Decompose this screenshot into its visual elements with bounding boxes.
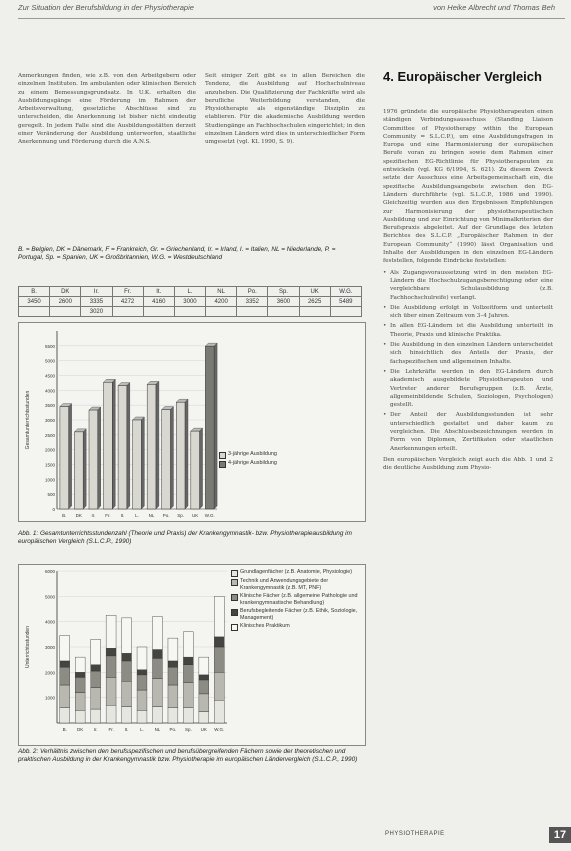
bar-side	[170, 407, 173, 509]
hours-table	[18, 286, 362, 317]
x-tick-label: Fr.	[108, 727, 114, 732]
bar-segment	[199, 712, 209, 723]
x-tick-label: Po.	[169, 727, 177, 732]
legend-item	[219, 451, 315, 459]
x-tick-label: NL	[148, 513, 155, 518]
bar-segment	[153, 658, 163, 678]
y-tick-label: 5000	[44, 358, 55, 364]
bar-segment	[214, 672, 224, 700]
bar-segment	[168, 667, 178, 685]
bar-side	[98, 407, 101, 509]
y-tick-label: 0	[52, 507, 55, 512]
bar-segment	[153, 679, 163, 707]
section-title: 4. Europäischer Vergleich	[383, 69, 542, 84]
x-tick-label: It.	[124, 727, 129, 732]
list-item: • Die Lehrkräfte werden in den EG-Ländern durch akademisch ausgebildete Physiotherapeuten und Vertreter anderer Berufsgruppen (z.B. Ärzte, allgemeinbildende Schulen, Soziologen, Psychologen) gestellt.	[383, 368, 553, 409]
bar-side	[185, 399, 188, 509]
col3-intro: 1976 gründete die europäische Physiotherapeuten einen ständigen Verbindungsausschuss (Standing Liaison Committee of Physiotherapy within the European Community = S.L.C.P.), um eine Ausbildungsfragen in Europa und eine Harmonisierung der europäischen Berufe voran zu bringen sowie dem Rahmen einer spezifischen EG-Richtlinie für Physiotherapeuten zu entwickeln (vgl. KG 6/1994, S. 621). Zu diesem Zweck setzte der Ausschuss eine Arbeitsgemeinschaft ein, die spezifische Ausbildungsangebote zwischen den EG-Ländern durchführte (vgl. S.L.C.P., 1986 und 1990). Gleichzeitig wurden aus den Ergebnissen Empfehlungen zur Harmonisierung der physiotherapeutischen Ausbildung und zur Einrichtung von Minimalkriterien der Berufspraxis abgeleitet. Auf der Grundlage des letzten Berichtes des S.L.C.P. „Europäischer Rahmen in der European Community“ (1990) lässt Organisation und Inhalte der Ausbildungen in den einzelnen EG-Ländern feststellen, folgende Eindrücke feststellen:	[383, 109, 553, 265]
legend-item	[231, 608, 359, 622]
bar-segment	[122, 618, 132, 653]
table-cell: 2600	[50, 297, 81, 307]
table-row	[19, 297, 362, 307]
x-tick-label: DK	[75, 513, 82, 518]
legend-label: Berufsbegleitende Fächer (z.B. Ethik, Soziologie, Management)	[240, 608, 358, 621]
legend-swatch	[219, 452, 226, 459]
legend-label: Technik und Anwendungsgebiete der Krankengymnastik (z.B. MT, PNF)	[240, 578, 329, 591]
bar	[162, 410, 171, 509]
table-cell	[237, 307, 268, 317]
list-item: • In allen EG-Ländern ist die Ausbildung unterteilt in Theorie, Praxis und klinische Praktika.	[383, 322, 553, 339]
y-tick-label: 1500	[44, 462, 55, 468]
x-tick-label: W.G.	[204, 513, 215, 518]
y-tick-label: 1000	[44, 477, 55, 483]
legend-label: Grundlagenfächer (z.B. Anatomie, Physiologie)	[240, 569, 353, 575]
x-tick-label: Fr.	[105, 513, 111, 518]
bar-segment	[214, 647, 224, 672]
y-tick-label: 5000	[44, 594, 55, 600]
x-tick-label: UK	[200, 727, 207, 732]
figure-1	[18, 322, 366, 522]
y-tick-label: 4500	[44, 373, 55, 379]
table-header-cell: Fr.	[112, 287, 143, 297]
list-item: • Die Ausbildung erfolgt in Vollzeitform und unterteilt sich über einen Zeitraum von 3–4 Jahren.	[383, 304, 553, 321]
bar-segment	[60, 661, 70, 667]
table-cell	[19, 307, 50, 317]
bar-segment	[168, 638, 178, 661]
table-row	[19, 307, 362, 317]
page-number: 17	[549, 827, 571, 843]
bar-side	[83, 429, 86, 509]
bar-segment	[75, 693, 85, 711]
table-header-cell: W.G.	[330, 287, 361, 297]
bar-segment	[214, 596, 224, 637]
table-cell: 3335	[81, 297, 112, 307]
table-header-cell: Po.	[237, 287, 268, 297]
table-cell: 4272	[112, 297, 143, 307]
legend-label: Klinisches Praktikum	[240, 623, 290, 629]
list-item: • Als Zugangsvoraussetzung wird in den meisten EG-Ländern die Hochschulzugangsberechtigung oder eine vergleichbare Schulausbildung (z.B. Fachhochschulreife) verlangt.	[383, 269, 553, 302]
bar	[147, 384, 156, 509]
bar	[191, 431, 200, 509]
table-header-cell: It.	[143, 287, 174, 297]
bar-segment	[106, 656, 116, 678]
bar-segment	[168, 708, 178, 723]
y-tick-label: 3000	[44, 418, 55, 423]
y-tick-label: 5500	[44, 343, 55, 349]
bar-segment	[122, 661, 132, 681]
figure-1-caption: Abb. 1: Gesamtunterrichtsstundenzahl (Theorie und Praxis) der Krankengymnastik- bzw. Physiotherapieausbildung im europäischen Vergleich (S.L.C.P., 1990)	[18, 530, 352, 546]
bar-segment	[214, 700, 224, 723]
x-tick-label: Ir.	[91, 513, 96, 518]
bar-side	[112, 379, 115, 509]
bar-segment	[106, 615, 116, 648]
header-left: Zur Situation der Berufsbildung in der Physiotherapie	[18, 3, 194, 12]
legend-swatch	[219, 461, 226, 468]
bar-segment	[75, 672, 85, 677]
bar-segment	[60, 667, 70, 685]
body-col-3	[383, 108, 553, 472]
table-header-cell: DK	[50, 287, 81, 297]
legend-item	[231, 578, 359, 592]
bar-segment	[122, 707, 132, 723]
bar-side	[214, 343, 217, 509]
y-tick-label: 4000	[44, 619, 55, 625]
table-cell: 3600	[268, 297, 299, 307]
x-tick-label: Sp.	[184, 727, 192, 732]
bar-segment	[137, 690, 147, 710]
bar-segment	[183, 632, 193, 657]
y-axis-label: Gesamtunterrichtsstunden	[25, 390, 31, 450]
figure-2-caption: Abb. 2: Verhältnis zwischen den berufsspezifischen und berufsübergreifenden Fächern sowie der theoretischen und praktischen Ausbildung in der Krankengymnastik bzw. Physiotherapie im europäischen Ländervergleich (S.L.C.P., 1990)	[18, 748, 358, 764]
running-header	[18, 3, 565, 15]
findings-list	[383, 269, 553, 453]
table-header-cell: NL	[206, 287, 237, 297]
x-tick-label: Po.	[162, 513, 170, 518]
bar	[104, 382, 113, 509]
y-tick-label: 500	[47, 492, 55, 498]
bar-side	[200, 428, 203, 509]
bar-segment	[91, 671, 101, 687]
legend-swatch	[231, 570, 238, 577]
bar-segment	[168, 685, 178, 708]
bar-segment	[122, 681, 132, 706]
bar-segment	[153, 707, 163, 723]
bar-segment	[199, 680, 209, 694]
bar-segment	[91, 639, 101, 664]
table-header-row	[19, 287, 362, 297]
bar-segment	[75, 677, 85, 692]
bar	[118, 386, 127, 509]
legend-item	[231, 593, 359, 607]
y-tick-label: 1000	[44, 695, 55, 701]
table-header-cell: B.	[19, 287, 50, 297]
bar-side	[141, 417, 144, 509]
legend-item	[219, 460, 315, 468]
bar-segment	[122, 653, 132, 661]
table-cell: 3450	[19, 297, 50, 307]
legend-swatch	[231, 609, 238, 616]
bar-segment	[91, 665, 101, 671]
chart-1-svg	[19, 323, 365, 521]
bar-segment	[60, 708, 70, 723]
chart-2-legend	[231, 569, 359, 632]
table-cell	[330, 307, 361, 317]
table-cell	[206, 307, 237, 317]
table-cell	[143, 307, 174, 317]
y-tick-label: 2500	[44, 432, 55, 438]
y-tick-label: 4000	[44, 388, 55, 394]
chart-1-legend	[219, 451, 315, 469]
x-tick-label: UK	[192, 513, 199, 518]
bar	[133, 420, 142, 509]
legend-swatch	[231, 579, 238, 586]
y-axis-label: Unterrichtsstunden	[25, 626, 31, 668]
table-cell	[174, 307, 205, 317]
bar-segment	[199, 694, 209, 712]
table-header-cell: Sp.	[268, 287, 299, 297]
x-tick-label: B.	[62, 513, 67, 518]
header-right: von Heike Albrecht und Thomas Beh	[433, 3, 555, 12]
list-item: • Der Anteil der Ausbildungsstunden ist sehr unterschiedlich gestaltet und daher kaum zu vergleichen. Die Abschlussbezeichnungen werden in Form von Diplomen, Zertifikaten oder staatlichen Anerkennungen erteilt.	[383, 411, 553, 452]
x-tick-label: B.	[62, 727, 67, 732]
table-cell: 4160	[143, 297, 174, 307]
table-cell	[112, 307, 143, 317]
bar-segment	[199, 675, 209, 680]
bar-segment	[91, 688, 101, 710]
bar	[205, 346, 214, 509]
table-header-cell: Ir.	[81, 287, 112, 297]
bar	[89, 410, 98, 509]
table-cell: 4200	[206, 297, 237, 307]
table-cell: 3352	[237, 297, 268, 307]
table-cell: 2625	[299, 297, 330, 307]
legend-label: 3-jährige Ausbildung	[228, 451, 277, 457]
col1-paragraph: Anmerkungen finden, wie z.B. von den Arbeitgebern oder einzelnen Instituten. Im ambulanten oder klinischen Bereich zu einem Bemessungsgrundsatz. In U.K. erhalten die Ausbildungsgänge eine Förderung im Rahmen der Arbeitsverwaltung, gesetzliche Abschlüsse sind zu unterscheiden, die Anerkennung ist bisher nicht eindeutig geregelt. In jedem Falle sind die Ausbildungsstätten derzeit einer Veränderung der Ausbildung unterworfen, staatliche Anerkennung und Förderung durch die A.N.S.	[18, 73, 196, 146]
table-cell	[299, 307, 330, 317]
legend-label: Klinische Fächer (z.B. allgemeine Pathologie und krankengymnastische Behandlung)	[240, 593, 358, 606]
x-tick-label: Sp.	[177, 513, 185, 518]
table-header-cell: L.	[174, 287, 205, 297]
abbreviation-legend: B. = Belgien, DK = Dänemark, F = Frankreich, Gr. = Griechenland, Ir. = Irland, I. = Italien, NL = Niederlande, P. = Portugal, Sp. = Spanien, UK = Großbritannien, W.G. = Westdeutschland	[18, 246, 336, 262]
bar-side	[127, 383, 130, 509]
table-cell: 3000	[174, 297, 205, 307]
bar-segment	[214, 637, 224, 647]
bar-segment	[183, 708, 193, 723]
table-cell: 3020	[81, 307, 112, 317]
y-tick-label: 2000	[44, 670, 55, 676]
bar-segment	[75, 710, 85, 723]
bar-segment	[137, 710, 147, 723]
legend-swatch	[231, 594, 238, 601]
bar-segment	[106, 648, 116, 656]
bar-segment	[60, 636, 70, 661]
bar-segment	[153, 617, 163, 650]
x-tick-label: W.G.	[214, 727, 225, 732]
bar-segment	[183, 682, 193, 707]
y-tick-label: 3000	[44, 645, 55, 650]
bar-segment	[168, 661, 178, 667]
bar-segment	[183, 665, 193, 683]
x-tick-label: It.	[120, 513, 125, 518]
table-cell	[268, 307, 299, 317]
bar-segment	[106, 677, 116, 705]
bar-segment	[106, 705, 116, 723]
legend-label: 4-jährige Ausbildung	[228, 460, 277, 466]
bar-segment	[91, 709, 101, 723]
y-tick-label: 2000	[44, 447, 55, 453]
bar-segment	[183, 657, 193, 665]
x-tick-label: DK	[77, 727, 84, 732]
x-tick-label: L.	[135, 513, 139, 518]
figure-2	[18, 564, 366, 746]
y-tick-label: 3500	[44, 403, 55, 409]
table-cell	[50, 307, 81, 317]
table-header-cell: UK	[299, 287, 330, 297]
body-col-2	[205, 72, 365, 147]
x-tick-label: NL	[154, 727, 161, 732]
bar-side	[69, 404, 72, 509]
bar-segment	[60, 685, 70, 708]
bar-segment	[137, 670, 147, 675]
legend-item	[231, 623, 359, 631]
bar-segment	[137, 647, 147, 670]
bar-segment	[75, 657, 85, 672]
body-col-1	[18, 72, 196, 147]
y-tick-label: 6000	[44, 569, 55, 574]
footer-journal: PHYSIOTHERAPIE	[385, 831, 445, 837]
bar-segment	[199, 657, 209, 675]
col3-end: Den europäischen Vergleich zeigt auch die Abb. 1 und 2 die deutliche Ausbildung zum Physio-	[383, 456, 553, 472]
bar	[60, 407, 69, 509]
list-item: • Die Ausbildung in den einzelnen Ländern unterscheidet sich hinsichtlich des Anteils der Praxis, der fachspezifischen und allgemeinen Inhalte.	[383, 341, 553, 366]
header-rule	[18, 18, 565, 19]
bar	[176, 402, 185, 509]
bar	[74, 432, 83, 509]
bar-side	[156, 381, 159, 509]
table-cell: 5489	[330, 297, 361, 307]
bar-segment	[153, 650, 163, 659]
col2-paragraph: Seit einiger Zeit gibt es in allen Bereichen die Tendenz, die Ausbildung auf Hochschulniveau anzuheben. Die Qualifizierung der Fachkräfte wird als berufliche Weiterbildung verstanden, die Physiotherapie als eigenständige Disziplin zu etablieren. Für die akademische Ausbildung werden Studiengänge an Fachhochschulen eingerichtet; in den einzelnen Ländern wird dies in unterschiedlicher Form umgesetzt (vgl. KL 1990, S. 9).	[205, 73, 365, 146]
x-tick-label: Ir.	[93, 727, 98, 732]
legend-swatch	[231, 624, 238, 631]
x-tick-label: L.	[140, 727, 144, 732]
bar-segment	[137, 675, 147, 690]
legend-item	[231, 569, 359, 577]
